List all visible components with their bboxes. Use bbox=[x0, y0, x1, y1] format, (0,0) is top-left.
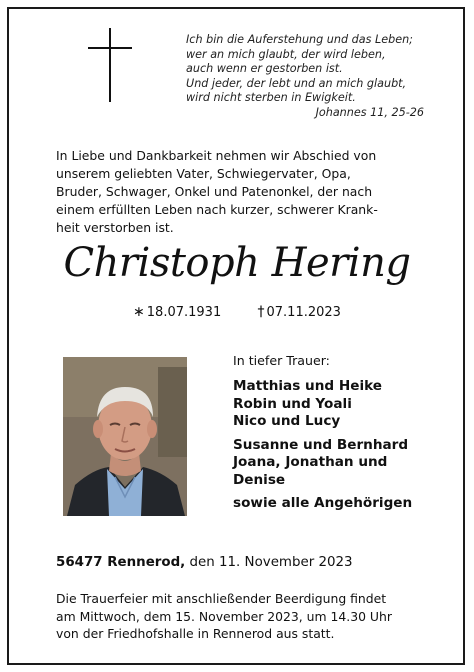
verse-line: wer an mich glaubt, der wird leben, bbox=[186, 47, 386, 61]
verse-line: Ich bin die Auferstehung und das Leben; bbox=[186, 33, 413, 46]
mourner-line: Nico und Lucy bbox=[233, 413, 341, 429]
verse-line: Und jeder, der lebt und an mich glaubt, bbox=[186, 76, 407, 90]
life-dates bbox=[0, 304, 474, 320]
mourner-group bbox=[233, 437, 443, 490]
mourner-group bbox=[233, 495, 443, 513]
death-cross-icon: † bbox=[257, 304, 265, 320]
birth-date: 18.07.1931 bbox=[146, 305, 222, 320]
funeral-line: Die Trauerfeier mit anschließender Beerdigung findet bbox=[56, 591, 387, 606]
cross-icon bbox=[88, 28, 132, 104]
mourners-list bbox=[233, 378, 443, 519]
intro-line: heit verstorben ist. bbox=[56, 220, 174, 235]
mourner-line: Matthias und Heike bbox=[233, 378, 383, 394]
mourning-heading: In tiefer Trauer: bbox=[233, 353, 330, 368]
bible-verse bbox=[186, 33, 436, 106]
place-town: 56477 Rennerod, bbox=[56, 555, 186, 570]
funeral-line: am Mittwoch, dem 15. November 2023, um 14.30 Uhr bbox=[56, 608, 392, 624]
intro-line: einem erfüllten Leben nach kurzer, schwerer Krank- bbox=[56, 202, 378, 217]
deceased-name: Christoph Hering bbox=[63, 240, 411, 286]
mourner-line: sowie alle Angehörigen bbox=[233, 495, 413, 511]
death-date-group bbox=[258, 304, 341, 320]
verse-line: auch wenn er gestorben ist. bbox=[186, 62, 343, 75]
place-and-date bbox=[56, 555, 353, 570]
mourner-line: Joana, Jonathan und bbox=[233, 454, 388, 470]
mourner-line: Susanne und Bernhard bbox=[233, 436, 409, 453]
verse-reference: Johannes 11, 25-26 bbox=[315, 106, 424, 119]
death-date: 07.11.2023 bbox=[266, 305, 341, 320]
portrait-photo bbox=[63, 357, 187, 516]
mourner-line: Denise bbox=[233, 471, 286, 488]
funeral-notice bbox=[56, 590, 422, 643]
place-date: den 11. November 2023 bbox=[185, 555, 353, 570]
birth-star-icon: ∗ bbox=[133, 304, 145, 320]
mourner-group bbox=[233, 378, 443, 431]
mourner-line: Robin und Yoali bbox=[233, 395, 352, 412]
intro-line: unserem geliebten Vater, Schwiegervater, Opa, bbox=[56, 166, 351, 181]
funeral-line: von der Friedhofshalle in Rennerod aus statt. bbox=[56, 626, 335, 641]
birth-date-group bbox=[133, 304, 221, 320]
intro-text bbox=[56, 147, 420, 237]
intro-line: Bruder, Schwager, Onkel und Patenonkel, der nach bbox=[56, 184, 373, 199]
verse-line: wird nicht sterben in Ewigkeit. bbox=[186, 91, 356, 104]
intro-line: In Liebe und Dankbarkeit nehmen wir Abschied von bbox=[56, 148, 377, 163]
